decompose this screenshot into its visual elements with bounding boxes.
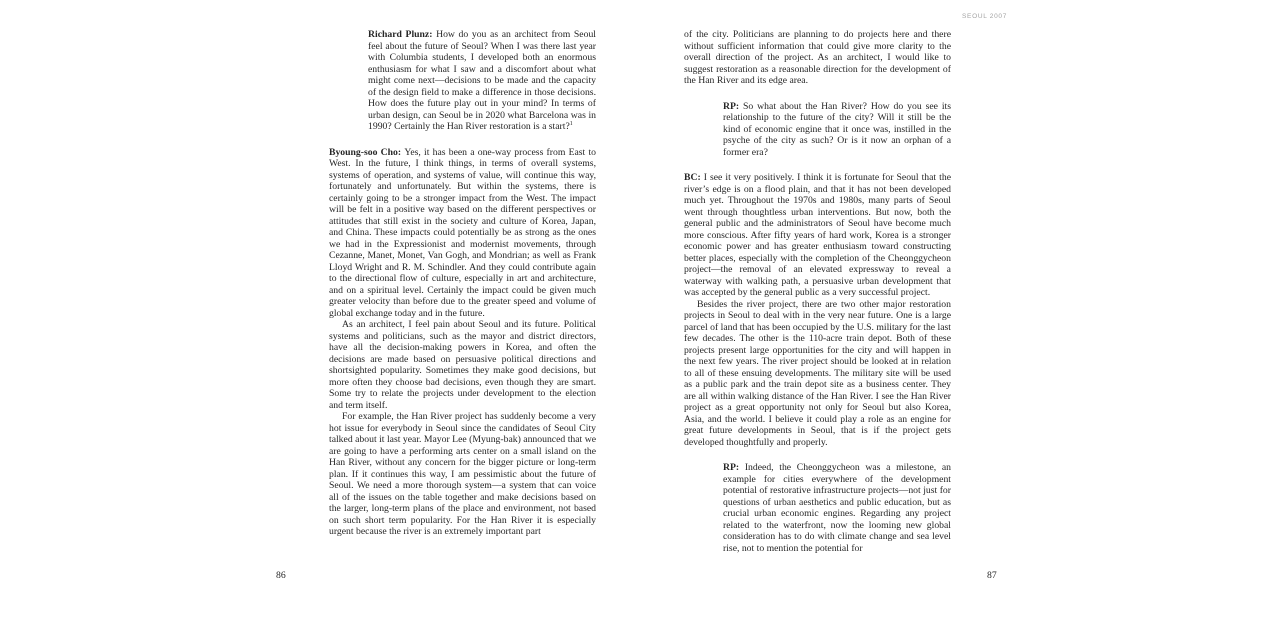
left-page-text-column [329,29,596,538]
speaker-label: RP: [723,100,744,112]
dialogue-paragraph: As an architect, I feel pain about Seoul and its future. Political systems and politicians, such as the mayor and district directors, have all the decision-making powers in Korea, and often the decisions are made based on persuasive political directions and shortsighted popularity. Sometimes they make good decisions, but more often they choose bad decisions, even though they are smart. Some try to relate the projects under development to the election and term itself. [329,319,596,411]
left-page-number: 86 [276,570,286,581]
speaker-label: BC: [684,172,704,183]
dialogue-paragraph: Besides the river project, there are two other major restoration projects in Seoul to deal with in the very near future. One is a large parcel of land that has been occupied by the U.S. military for the last few decades. The other is the 110-acre train depot. Both of these projects present large opportunities for the city and will happen in the next few years. The river project should be looked at in relation to all of these ensuing developments. The military site will be used as a public park and the train depot site as a business center. They are all within walking distance of the Han River. I see the Han River project as a great opportunity not only for Seoul but also Korea, Asia, and the world. I believe it could play a role as an engine for great future developments in Seoul, that is if the project gets developed thoughtfully and properly. [684,298,951,448]
right-page-number: 87 [987,570,997,581]
dialogue-paragraph: RP: So what about the Han River? How do you see its relationship to the future of the city? Will it still be the kind of economic engine that it once was, instilled in the psyche of the city as such? Or is it now an orphan of a former era? [723,100,951,158]
speaker-label: Byoung-soo Cho: [329,146,405,158]
dialogue-paragraph: Byoung-soo Cho: Yes, it has been a one-way process from East to West. In the future, I think things, in terms of overall systems, systems of operation, and systems of value, will continue this way, fortunately and unfortunately. But within the systems, there is certainly going to be a stronger impact from the West. The impact will be felt in a positive way based on the different perspectives or attitudes that still exist in the society and culture of Korea, Japan, and China. These impacts could potentially be as strong as the ones we had in the Expressionist and modernist movements, through Cezanne, Manet, Monet, Van Gogh, and Mondrian; as well as Frank Lloyd Wright and R. M. Schindler. And they could contribute again to the directional flow of culture, especially in art and architecture, and on a spiritual level. Certainly the impact could be given much greater velocity than before due to the greater speed and volume of global exchange today and in the future. [329,146,596,319]
dialogue-paragraph: RP: Indeed, the Cheonggycheon was a milestone, an example for cities everywhere of the development potential of restorative infrastructure projects—not just for questions of urban aesthetics and public education, but as crucial urban economic engines. Regarding any project related to the waterfront, now the looming new global consideration has to do with climate change and sea level rise, not to mention the potential for [723,462,951,554]
dialogue-paragraph: For example, the Han River project has suddenly become a very hot issue for everybody in Seoul since the candidates of Seoul City talked about it last year. Mayor Lee (Myung-bak) announced that we are going to have a performing arts center on a small island on the Han River, without any concern for the bigger picture or long-term plan. If it continues this way, I am pessimistic about the future of Seoul. We need a more thorough system—a system that can voice all of the issues on the table together and make decisions based on the larger, long-term plans of the place and environment, not based on such short term popularity. For the Han River it is especially urgent because the river is an extremely important part [329,411,596,537]
footnote-marker: 1 [569,120,573,127]
dialogue-paragraph: BC: I see it very positively. I think it is fortunate for Seoul that the river’s edge is on a flood plain, and that it has not been developed much yet. Throughout the 1970s and 1980s, many parts of Seoul went through thoughtless urban interventions. But now, both the general public and the administrators of Seoul have become much more conscious. After fifty years of hard work, Korea is a stronger economic power and has greater enthusiasm toward constructing better places, especially with the completion of the Cheonggycheon project—the removal of an elevated expressway to reveal a waterway with walking path, a persuasive urban development that was accepted by the general public as a very successful project. [684,172,951,298]
speaker-label: Richard Plunz: [368,29,437,40]
dialogue-paragraph: Richard Plunz: How do you as an architect from Seoul feel about the future of Seoul? When I was there last year with Columbia students, I developed both an enormous enthusiasm for what I saw and a discomfort about what might come next—decisions to be made and the capacity of the design field to make a difference in those decisions. How does the future play out in your mind? In terms of urban design, can Seoul be in 2020 what Barcelona was in 1990? Certainly the Han River restoration is a start?$^1$ [368,29,596,132]
speaker-label: RP: [723,462,745,473]
dialogue-paragraph: of the city. Politicians are planning to do projects here and there without sufficient information that could give more clarity to the overall direction of the project. As an architect, I would like to suggest restoration as a reasonable direction for the development of the Han River and its edge area. [684,29,951,86]
running-head: SEOUL 2007 [962,13,1008,20]
right-page-text-column [684,29,951,554]
